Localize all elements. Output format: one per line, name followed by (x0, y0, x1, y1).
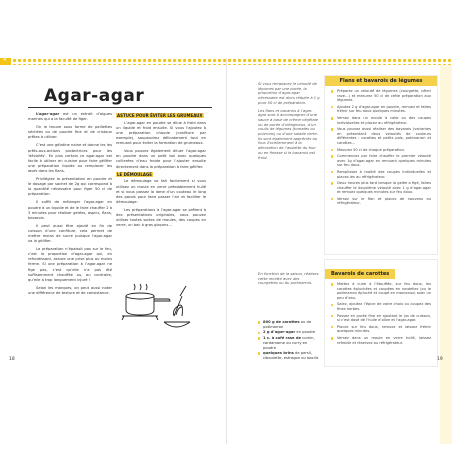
recipe-step: Remplissez à moitié des coupes individuelles et placez-les au réfrigérateur. (331, 170, 431, 179)
ingredient-quantity: 800 g de carottes (263, 320, 300, 324)
paragraph: Selon les marques, on peut aussi noter une différence de texture et de consistance. (28, 285, 112, 295)
right-column-text (116, 112, 206, 231)
ingredient-quantity: 2 g d’agar-agar (263, 330, 296, 335)
recipe-step: Préparez un velouté de légumes (courgette, céleri rave…) et mesurez 50 cl de cette préparation aux légumes. (331, 89, 431, 103)
ingredient-list (258, 320, 320, 362)
page-number-right: 19 (437, 357, 443, 362)
paragraph: L’agar-agar est un extrait d’algues marines qui a la faculté de figer. (28, 112, 112, 122)
chapter-tab-label: 4 (3, 57, 7, 63)
paragraph: Il suffit de mélanger l’agar-agar en poudre à un liquide et de le faire chauffer 2 à 3 minutes pour réaliser gelées, aspics, flans, bavarois. (28, 200, 112, 220)
paragraph: Vous pouvez également diluer l’agar-agar en poudre dans un petit bol avec quelques cuillerées d’eau froide pour l’ajouter ensuite directement dans la préparation à faire gélifier. (116, 149, 206, 169)
chapter-tab (0, 58, 11, 65)
page-number-left: 18 (9, 357, 15, 362)
paragraph: L’agar-agar en poudre se dilue à froid dans un liquide et froid ensuite. Si vous l’ajoutez à une préparation chaude (confiture par exemple), saupoudrez délicatement tout en remuant pour éviter la formation de grumeaux. (116, 120, 206, 146)
paragraph: On le trouve sous forme de paillettes séchées ou de poudre fine et de cristaux prêtes à utiliser. (28, 125, 112, 140)
subhead-unmolding: LE DÉMOULAGE (117, 171, 153, 177)
paragraph: Privilégiez la présentation en poudre et le dosage par sachet de 2g qui correspond à la quantité nécessaire pour figer 50 cl de préparation. (28, 177, 112, 197)
paragraph: C’est une gélatine naine et donne les les prêts-aux-actions protectrices pour les 'dévoilés'. En plus certain ce agar-agar est facile à utiliser en cuisine pour faire gélifier une préparation liquide ou remplacer les œufs dans les flans. (28, 143, 112, 173)
recipe-card-carrots (325, 260, 437, 366)
page-gutter (226, 58, 227, 444)
recipe-step: Versez dans un moule à cake ou des coupes individuelles et placez au réfrigérateur. (331, 116, 431, 125)
recipe-step: Vous pouvez aussi réaliser des bavarois (variantes en présentant deux veloutés de couleurs différentes : carottes et petits pois, potimarron et carottes… (331, 127, 431, 145)
recipe-step: Commencez par faire chauffer le premier velouté avec 1g d’agar-agar en remuant quelques minutes sur feu doux. (331, 154, 431, 168)
title-underline (28, 107, 212, 108)
recipe-steps (325, 282, 437, 345)
recipe-step: Versez sur le flan et placez de nouveau au réfrigérateur. (331, 197, 431, 206)
paragraph: La préparation n’épaissit pas sur le feu, c’est la proportion d’agar-agar qui, en refroidissant, assure une prise plus ou moins ferme. Si une préparation à l’agar-agar ne fige pas, c’est qu’elle n’a pas été suffisamment chauffée ou, au contraire, qu’elle a trop longuement injuré ! (28, 247, 112, 282)
recipe-step: Mettez à cuire à l’étouffée, sur feu doux, les carottes épluchées et coupées en rondelles (ou le potimarron épluché et coupé en morceaux) avec un peu d’eau. (331, 282, 431, 300)
paragraph: Les préparations à l’agar-agar se prêtent à des présentations originales, vous pouvez utiliser toutes sortes de moules, des coupes en verre, un bac à gros glaçons… (116, 207, 206, 228)
subhead-tip: ASTUCE POUR ÉVITER LES GRUMEAUX (117, 113, 203, 118)
paragraph: Il peut aussi être ajouté en fin de cuisson d’une confiture, cela permet de mettre moins de sucre puisque l’agar-agar va la gélifier. (28, 223, 112, 244)
paragraph: Le démoulage se fait facilement si vous utilisez un moule en verre préalablement huilé et si vous passez la lame d’un couteau le long des parois pour faire passer l’air et faciliter le démoulage. (116, 179, 206, 204)
side-note-paragraph: Si vous remplacez le velouté de légumes par une purée, la proportion d’agar-agar nécessaire est alors réduite à 1 g pour 50 cl de préparation. (258, 82, 320, 105)
recipe-title: Bavarois de carottes (325, 269, 395, 279)
recipe-step: Versez dans un moule en verre huilé, laissez refroidir et réservez au réfrigérateur. (331, 336, 431, 345)
recipe-steps (325, 89, 437, 206)
recipe-step: Deux heures plus tard lorsque la gelée a figé, faites chauffer le deuxième velouté avec 1 g d’agar-agar et remuez quelques minutes sur feu doux. (331, 181, 431, 195)
recipe-step: Passez en purée fine en ajoutant le jus de cuisson, si c’est dosé de l’huile d’olive et l’agar-agar. (331, 314, 431, 323)
side-note-bottom: En fonction de la saison, réalisez cette recette avec des courgettes ou du potimarron. (258, 272, 319, 286)
recipe-title: Flans et bavarois de légumes (325, 76, 437, 86)
ingredient-item: 800 g de carottes ou de potimarron (258, 320, 320, 329)
recipe-step: Salez, ajoutez l’épice de votre choix ou coupez des fines herbes. (331, 302, 431, 311)
ingredient-item: 1 c. à café rase de cumin, cardamome ou curry en poudre (258, 336, 320, 350)
ingredient-quantity: 1 c. à café rase de (263, 336, 301, 341)
saucepan-whisk-illustration (120, 282, 200, 338)
recipe-step: Ajoutez 2 g d’agar-agar en poudre, remuez et faites frémir sur feu doux quelques minutes. (331, 105, 431, 114)
page-edge-strip (440, 65, 452, 444)
left-column-text (28, 112, 112, 299)
lead-term: L’agar-agar (36, 112, 60, 116)
ingredient-item: quelques brins de persil, ciboulette, estragon ou basilic (258, 351, 320, 360)
recipe-card-flans (325, 76, 437, 254)
page-title: Agar-agar (44, 86, 145, 106)
recipe-step: Mesurez 50 cl de chaque préparation. (331, 148, 431, 153)
dotted-header-pattern (12, 58, 452, 65)
side-note-top (258, 82, 320, 163)
ingredient-item: 2 g d’agar-agar en poudre (258, 330, 320, 335)
recipe-step: Placez sur feu doux, remuez et laissez frémir quelques minutes. (331, 325, 431, 334)
ingredient-quantity: quelques brins (263, 351, 294, 356)
side-note-paragraph: Les flans et bavarois à l’agar-agar sont à accompagner d’une sauce à base de crème végétale ou de purée d’oléagineux, d’un coulis de légumes (tomates ou poivrons) ou d’une salade verte. Ils sont également appréciés au four. Excellemment à la décoration de l’assiette du four ou en finesse si le bavarois est froid. (258, 108, 319, 160)
